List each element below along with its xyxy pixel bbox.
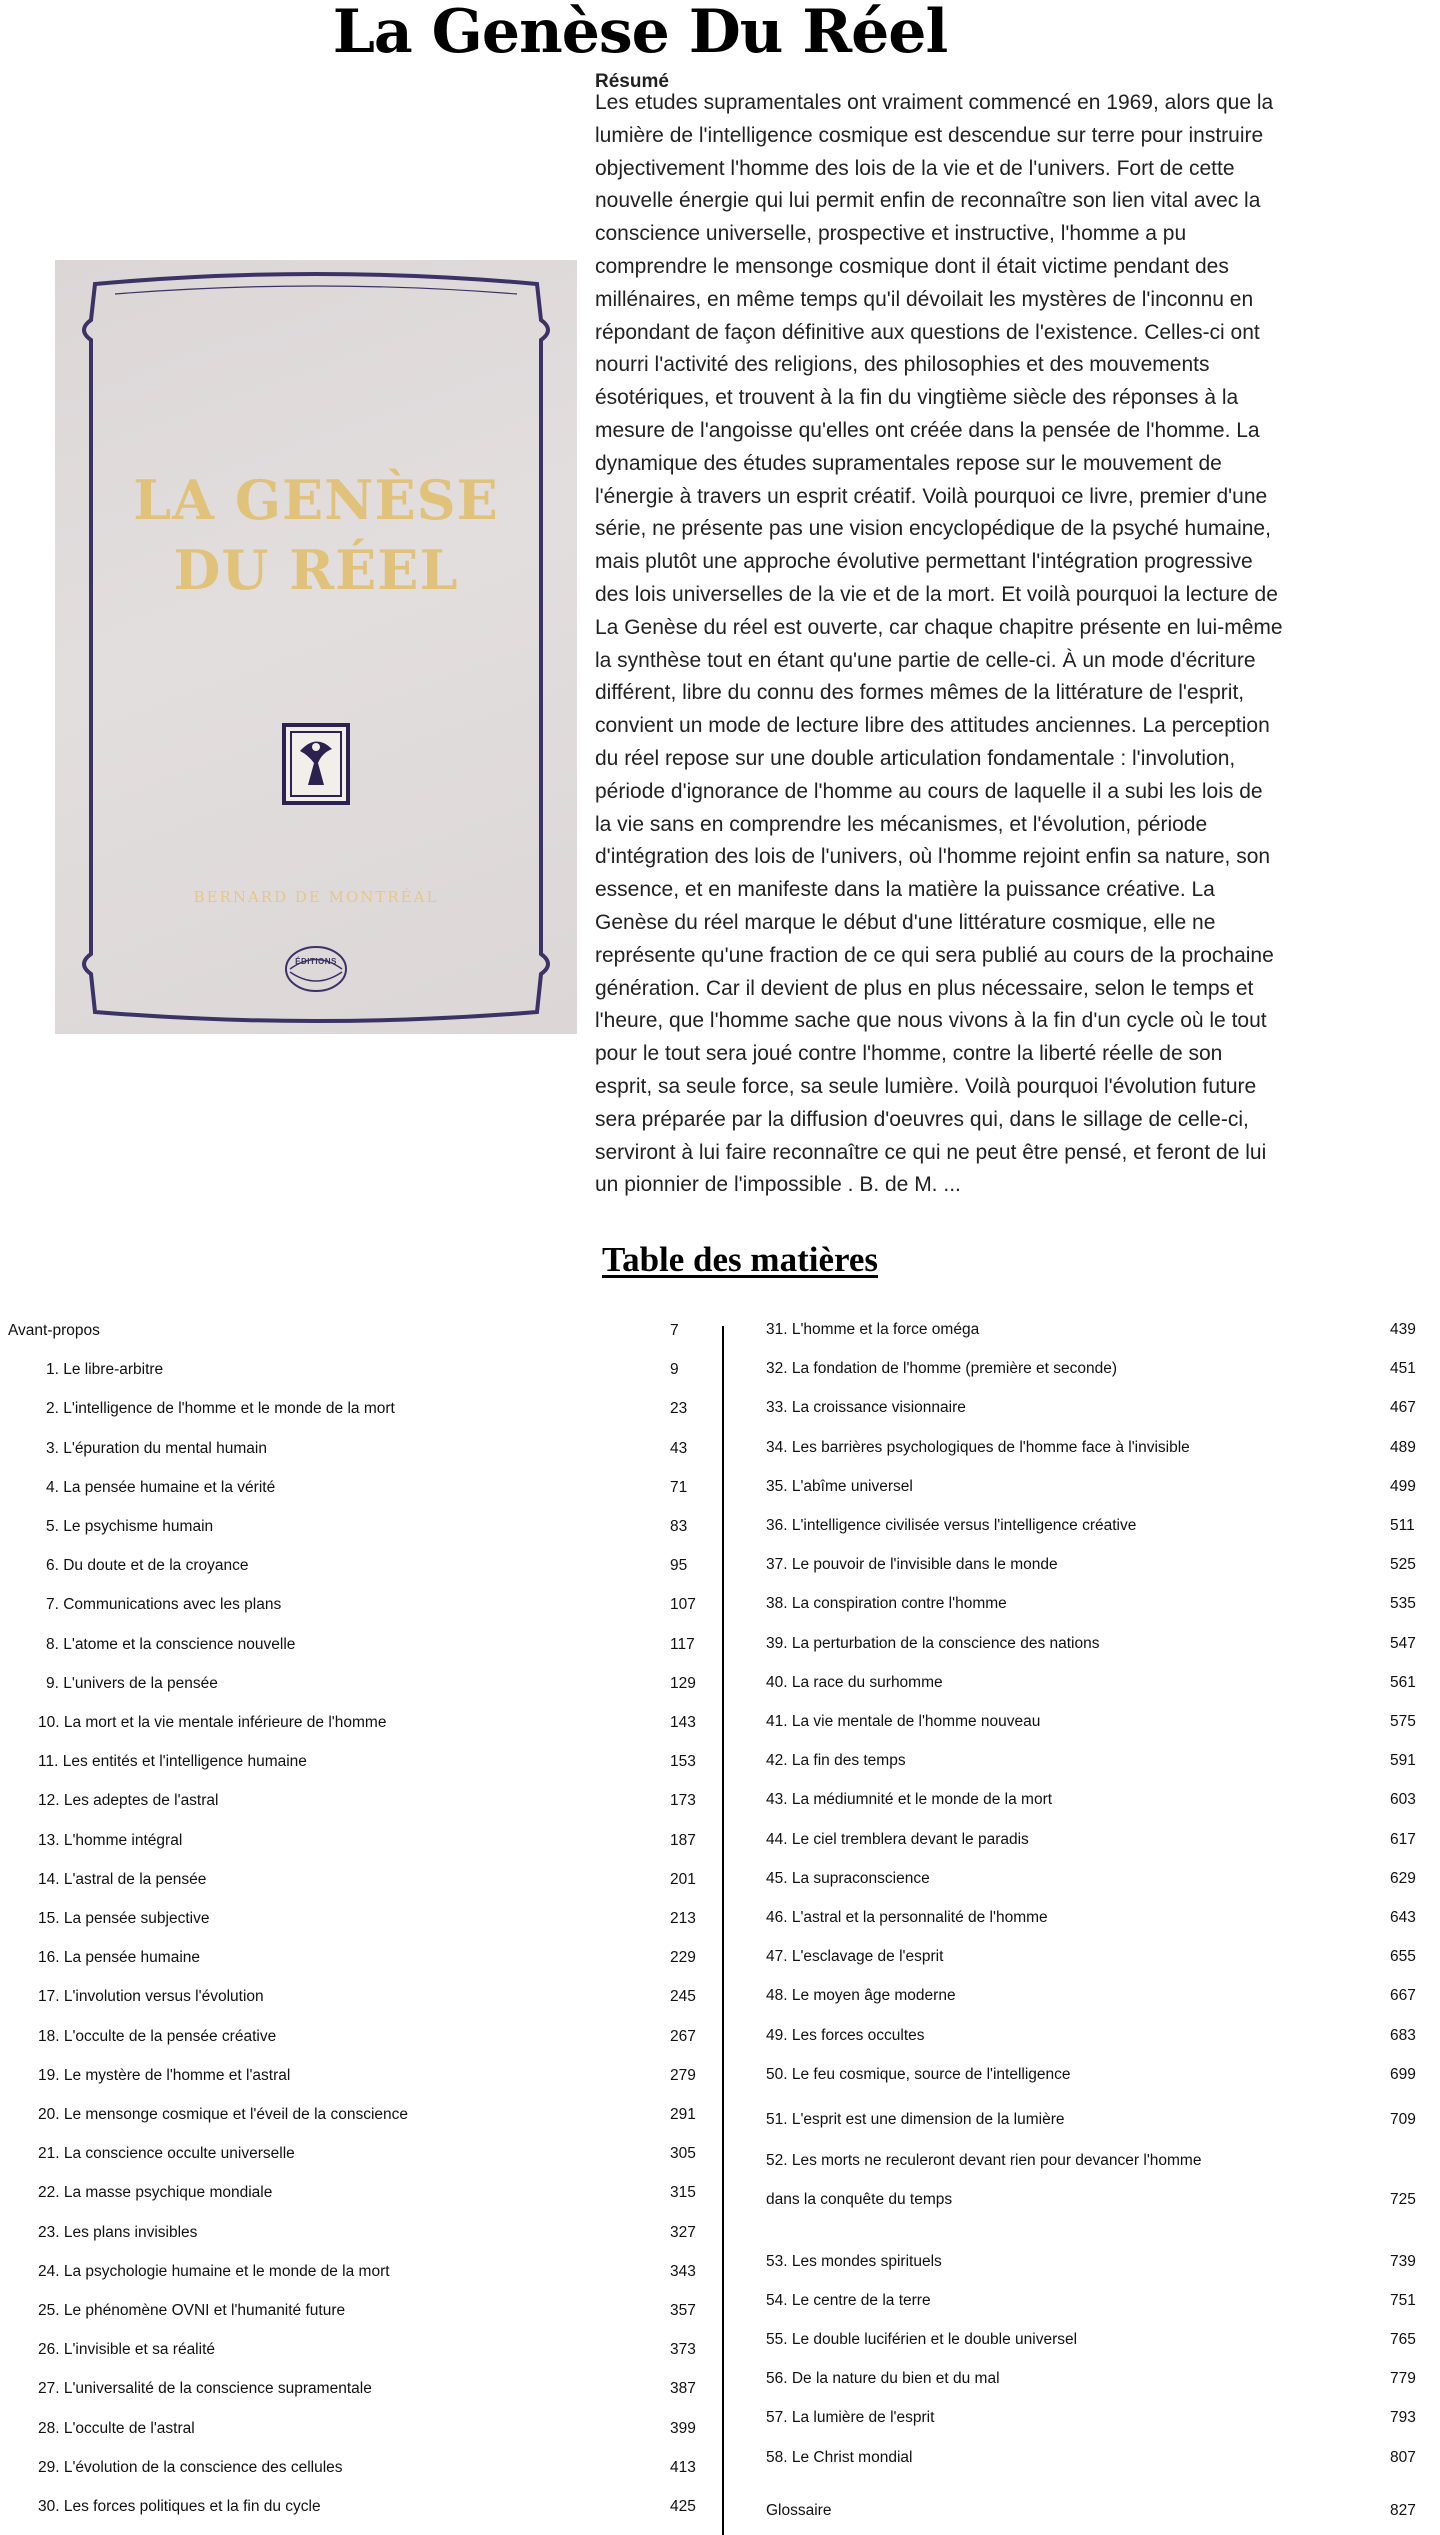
resume-line: répondant de façon définitive aux questions de l'existence. Celles-ci ont — [595, 320, 1260, 344]
toc-entry-page: 23 — [670, 1400, 688, 1418]
toc-entry-title: 26. L'invisible et sa réalité — [38, 2341, 216, 2359]
resume-line: lumière de l'intelligence cosmique est descendue sur terre pour instruire — [595, 123, 1264, 147]
toc-entry-title: 31. L'homme et la force oméga — [766, 1321, 980, 1338]
toc-entry-page: 617 — [1390, 1830, 1416, 1848]
toc-entry-page: 699 — [1390, 2065, 1416, 2083]
resume-line: génération. Car il devient de plus en plus nécessaire, selon le temps et — [595, 976, 1254, 1000]
toc-entry-title: 52. Les morts ne reculeront devant rien pour devancer l'homme — [766, 2152, 1202, 2170]
resume-line: ésotériques, et trouvent à la fin du vingtième siècle des réponses à la — [595, 386, 1239, 410]
toc-entry-page: 357 — [670, 2302, 696, 2319]
toc-entry-title: 45. La supraconscience — [766, 1869, 930, 1887]
toc-entry-title: 17. L'involution versus l'évolution — [38, 1988, 264, 2006]
toc-entry-title: 47. L'esclavage de l'esprit — [766, 1948, 944, 1966]
toc-entry-title: 53. Les mondes spirituels — [766, 2252, 942, 2270]
toc-entry-page: 229 — [670, 1949, 696, 1967]
resume-line: comprendre le mensonge cosmique dont il était victime pendant des — [595, 254, 1229, 278]
toc-entry-title: 38. La conspiration contre l'homme — [766, 1595, 1007, 1613]
toc-entry-title: 23. Les plans invisibles — [38, 2223, 198, 2241]
resume-line: mais plutôt une approche évolutive permettant l'intégration progressive — [595, 550, 1253, 574]
resume-line: millénaires, en même temps qu'il dévoilait les mystères de l'inconnu en — [595, 287, 1254, 311]
toc-entry-page: 9 — [670, 1361, 679, 1379]
toc-entry-title: 46. L'astral et la personnalité de l'homme — [766, 1909, 1048, 1926]
toc-entry-title: Avant-propos — [8, 1322, 100, 1339]
resume-line: pour le tout sera joué contre l'homme, contre la liberté réelle de son — [595, 1042, 1223, 1066]
toc-entry-page: 117 — [670, 1635, 695, 1653]
resume-line: l'énergie à travers un esprit créatif. Voilà pourquoi ce livre, premier d'une — [595, 484, 1268, 508]
toc-entry-page: 779 — [1390, 2370, 1416, 2388]
toc-entry-page: 667 — [1390, 1987, 1416, 2005]
resume-line: serviront à lui faire reconnaître ce qui ne peut être pensé, et feront de lui — [595, 1140, 1267, 1164]
toc-entry-page: 187 — [670, 1831, 696, 1849]
resume-line: différent, libre du connu des formes mêmes de la littérature de l'esprit, — [595, 681, 1245, 705]
toc-entry-page: 279 — [670, 2066, 696, 2084]
toc-entry-title: 48. Le moyen âge moderne — [766, 1987, 956, 2005]
resume-line: essence, et en manifeste dans la matière la puissance créative. La — [595, 878, 1215, 902]
toc-entry-title: 22. La masse psychique mondiale — [38, 2184, 273, 2202]
resume-line: Les etudes supramentales ont vraiment commencé en 1969, alors que la — [595, 91, 1274, 114]
page-title: La Genèse Du Réel — [332, 0, 948, 67]
resume-line: sera préparée par la diffusion d'oeuvres qui, dans le sillage de celle-ci, — [595, 1107, 1249, 1131]
toc-entry-page: 725 — [1390, 2191, 1416, 2209]
toc-entry-title: 29. L'évolution de la conscience des cellules — [38, 2458, 343, 2476]
toc-entry-title: 21. La conscience occulte universelle — [38, 2145, 295, 2163]
toc-entry-title: 25. Le phénomène OVNI et l'humanité future — [38, 2302, 346, 2319]
resume-line: convient un mode de lecture libre des attitudes anciennes. La perception — [595, 714, 1270, 738]
toc-entry-page: 201 — [670, 1870, 696, 1888]
toc-entry-title: 7. Communications avec les plans — [46, 1596, 282, 1614]
toc-entry-title: dans la conquête du temps — [766, 2191, 953, 2209]
toc-entry-page: 439 — [1390, 1321, 1416, 1338]
toc-entry-page: 413 — [670, 2458, 696, 2476]
toc-entry-title: 12. Les adeptes de l'astral — [38, 1792, 219, 1810]
toc-entry-title: 5. Le psychisme humain — [46, 1518, 214, 1535]
toc-entry-title: 49. Les forces occultes — [766, 2026, 925, 2044]
toc-entry-page: 425 — [670, 2498, 696, 2515]
toc-entry-page: 387 — [670, 2380, 696, 2398]
toc-entry-title: 19. Le mystère de l'homme et l'astral — [38, 2066, 291, 2084]
resume-line: mesure de l'angoisse qu'elles ont créée dans la pensée de l'homme. La — [595, 418, 1260, 442]
publisher-logo — [282, 942, 350, 996]
toc-entry-title: 40. La race du surhomme — [766, 1673, 943, 1691]
toc-entry-title: 2. L'intelligence de l'homme et le monde de la mort — [46, 1400, 395, 1418]
toc-entry-title: 13. L'homme intégral — [38, 1831, 183, 1849]
resume-line: esprit, sa seule force, sa seule lumière. Voilà pourquoi l'évolution future — [595, 1074, 1257, 1098]
toc-entry-title: Glossaire — [766, 2501, 832, 2519]
toc-entry-title: 24. La psychologie humaine et le monde de la mort — [38, 2262, 390, 2280]
toc-entry-title: 6. Du doute et de la croyance — [46, 1557, 249, 1575]
toc-entry-page: 535 — [1390, 1595, 1416, 1613]
toc-entry-title: 41. La vie mentale de l'homme nouveau — [766, 1713, 1041, 1730]
toc-entry-title: 32. La fondation de l'homme (première et seconde) — [766, 1360, 1118, 1378]
toc-entry-title: 43. La médiumnité et le monde de la mort — [766, 1791, 1053, 1809]
toc-entry-page: 655 — [1390, 1948, 1416, 1966]
toc-entry-title: 28. L'occulte de l'astral — [38, 2419, 195, 2437]
toc-entry-page: 499 — [1390, 1477, 1416, 1495]
publisher-name: ÉDITIONS — [295, 957, 337, 966]
resume-line: dynamique des études supramentales repose sur le mouvement de — [595, 451, 1222, 475]
toc-entry-title: 27. L'universalité de la conscience supramentale — [38, 2380, 372, 2398]
toc-entry-page: 751 — [1390, 2291, 1416, 2309]
toc-entry-title: 51. L'esprit est une dimension de la lumière — [766, 2111, 1065, 2128]
toc-entry-title: 57. La lumière de l'esprit — [766, 2409, 935, 2427]
toc-entry-page: 591 — [1390, 1752, 1416, 1770]
resume-line: d'intégration des lois de l'univers, où l'homme rejoint enfin sa nature, son — [595, 845, 1271, 869]
toc-entry-page: 153 — [670, 1753, 696, 1771]
toc-entry-title: 36. L'intelligence civilisée versus l'intelligence créative — [766, 1517, 1137, 1534]
cover-title-line2: DU RÉEL — [173, 538, 459, 602]
toc-entry-page: 827 — [1390, 2501, 1416, 2519]
toc-entry-page: 95 — [670, 1557, 688, 1575]
resume-line: objectivement l'homme des lois de la vie et de l'univers. Fort de cette — [595, 156, 1235, 180]
toc-entry-page: 709 — [1390, 2111, 1416, 2128]
book-cover-image — [55, 260, 577, 1034]
toc-entry-title: 9. L'univers de la pensée — [46, 1674, 218, 1692]
toc-entry-page: 511 — [1390, 1517, 1415, 1534]
toc-entry-page: 683 — [1390, 2026, 1416, 2044]
toc-entry-page: 547 — [1390, 1634, 1416, 1652]
resume-line: série, ne présente pas une vision encyclopédique de la psyché humaine, — [595, 517, 1271, 541]
toc-entry-page: 245 — [670, 1988, 696, 2006]
toc-entry-page: 765 — [1390, 2331, 1416, 2348]
toc-entry-title: 8. L'atome et la conscience nouvelle — [46, 1635, 296, 1653]
toc-entry-title: 34. Les barrières psychologiques de l'homme face à l'invisible — [766, 1438, 1190, 1456]
toc-entry-title: 18. L'occulte de la pensée créative — [38, 2027, 277, 2045]
resume-line: représente qu'une fraction de ce qui sera publié au cours de la prochaine — [595, 943, 1274, 967]
cover-author: BERNARD DE MONTRÉAL — [193, 888, 439, 906]
toc-heading: Table des matières — [601, 1240, 879, 1279]
toc-entry-page: 43 — [670, 1439, 688, 1457]
toc-entry-page: 373 — [670, 2341, 696, 2359]
resume-text — [595, 87, 1300, 1202]
toc-entry-title: 1. Le libre-arbitre — [46, 1361, 164, 1379]
toc-entry-page: 575 — [1390, 1713, 1416, 1730]
toc-entry-page: 467 — [1390, 1399, 1416, 1417]
toc-entry-title: 16. La pensée humaine — [38, 1949, 201, 1967]
toc-entry-page: 267 — [670, 2027, 696, 2045]
resume-line: l'heure, que l'homme sache que nous vivons à la fin d'un cycle où le tout — [595, 1009, 1267, 1033]
toc-entry-page: 173 — [670, 1792, 696, 1810]
resume-line: la synthèse tout en étant qu'une partie de celle-ci. À un mode d'écriture — [595, 648, 1256, 672]
toc-entry-title: 44. Le ciel tremblera devant le paradis — [766, 1830, 1029, 1848]
toc-entry-page: 399 — [670, 2419, 696, 2437]
toc-entry-title: 14. L'astral de la pensée — [38, 1870, 207, 1888]
toc-entry-title: 10. La mort et la vie mentale inférieure de l'homme — [38, 1714, 387, 1731]
toc-entry-title: 54. Le centre de la terre — [766, 2291, 931, 2309]
toc-entry-page: 129 — [670, 1674, 696, 1692]
toc-entry-title: 33. La croissance visionnaire — [766, 1399, 966, 1417]
toc-entry-title: 35. L'abîme universel — [766, 1477, 913, 1495]
toc-entry-title: 58. Le Christ mondial — [766, 2448, 913, 2466]
toc-entry-page: 291 — [670, 2106, 696, 2123]
toc-entry-title: 50. Le feu cosmique, source de l'intelligence — [766, 2065, 1071, 2083]
toc-entry-page: 629 — [1390, 1869, 1416, 1887]
resume-line: la vie sans en comprendre les mécanismes, et l'évolution, période — [595, 812, 1208, 836]
toc-entry-page: 83 — [670, 1518, 688, 1535]
toc-entry-title: 30. Les forces politiques et la fin du cycle — [38, 2498, 321, 2515]
resume-line: des lois universelles de la vie et de la mort. Et voilà pourquoi la lecture de — [595, 582, 1278, 606]
toc-entry-page: 343 — [670, 2262, 696, 2280]
toc-entry-title: 15. La pensée subjective — [38, 1910, 210, 1927]
resume-line: La Genèse du réel est ouverte, car chaque chapitre présente en lui-même — [595, 615, 1283, 639]
toc-entry-title: 39. La perturbation de la conscience des nations — [766, 1634, 1100, 1652]
cover-frame-icon — [55, 260, 577, 1034]
toc-entry-title: 11. Les entités et l'intelligence humaine — [38, 1753, 307, 1771]
resume-line: du réel repose sur une double articulation fondamentale : l'involution, — [595, 746, 1236, 770]
toc-entry-title: 56. De la nature du bien et du mal — [766, 2370, 1000, 2388]
resume-line: période d'ignorance de l'homme au cours de laquelle il a subi les lois de — [595, 779, 1263, 803]
toc-entry-page: 305 — [670, 2145, 696, 2163]
toc-entry-page: 793 — [1390, 2409, 1416, 2427]
toc-entry-page: 451 — [1390, 1360, 1416, 1378]
toc-entry-title: 3. L'épuration du mental humain — [46, 1439, 267, 1457]
toc-entry-page: 807 — [1390, 2448, 1416, 2466]
toc-entry-title: 37. Le pouvoir de l'invisible dans le monde — [766, 1556, 1058, 1574]
toc-entry-title: 4. La pensée humaine et la vérité — [46, 1478, 276, 1496]
toc-entry-page: 525 — [1390, 1556, 1416, 1574]
cover-title-line1: LA GENÈSE — [133, 468, 499, 532]
toc-entry-page: 213 — [670, 1910, 696, 1927]
toc-entry-page: 143 — [670, 1714, 696, 1731]
toc-entry-title: 55. Le double luciférien et le double universel — [766, 2331, 1078, 2348]
toc-entry-page: 561 — [1390, 1673, 1416, 1691]
toc-column-divider — [722, 1326, 724, 2535]
resume-line: Genèse du réel marque le début d'une littérature cosmique, elle ne — [595, 910, 1216, 934]
toc-entry-title: 20. Le mensonge cosmique et l'éveil de la conscience — [38, 2106, 409, 2123]
resume-line: nouvelle énergie qui lui permit enfin de reconnaître son lien vital avec la — [595, 189, 1261, 213]
toc-entry-page: 315 — [670, 2184, 696, 2202]
toc-entry-page: 643 — [1390, 1909, 1416, 1926]
toc-entry-title: 42. La fin des temps — [766, 1752, 906, 1770]
resume-line: nourri l'activité des religions, des philosophies et des mouvements — [595, 353, 1210, 377]
toc-entry-page: 107 — [670, 1596, 696, 1614]
toc-entry-page: 489 — [1390, 1438, 1416, 1456]
toc-entry-page: 603 — [1390, 1791, 1416, 1809]
resume-line: conscience universelle, prospective et instructive, l'homme a pu — [595, 222, 1187, 246]
resume-line: un pionnier de l'impossible . B. de M. ... — [595, 1173, 961, 1197]
resume-heading: Résumé — [595, 71, 669, 92]
toc-entry-page: 71 — [670, 1478, 688, 1496]
toc-entry-page: 327 — [670, 2223, 696, 2241]
toc-entry-page: 7 — [670, 1322, 679, 1339]
toc-entry-page: 739 — [1390, 2252, 1416, 2270]
